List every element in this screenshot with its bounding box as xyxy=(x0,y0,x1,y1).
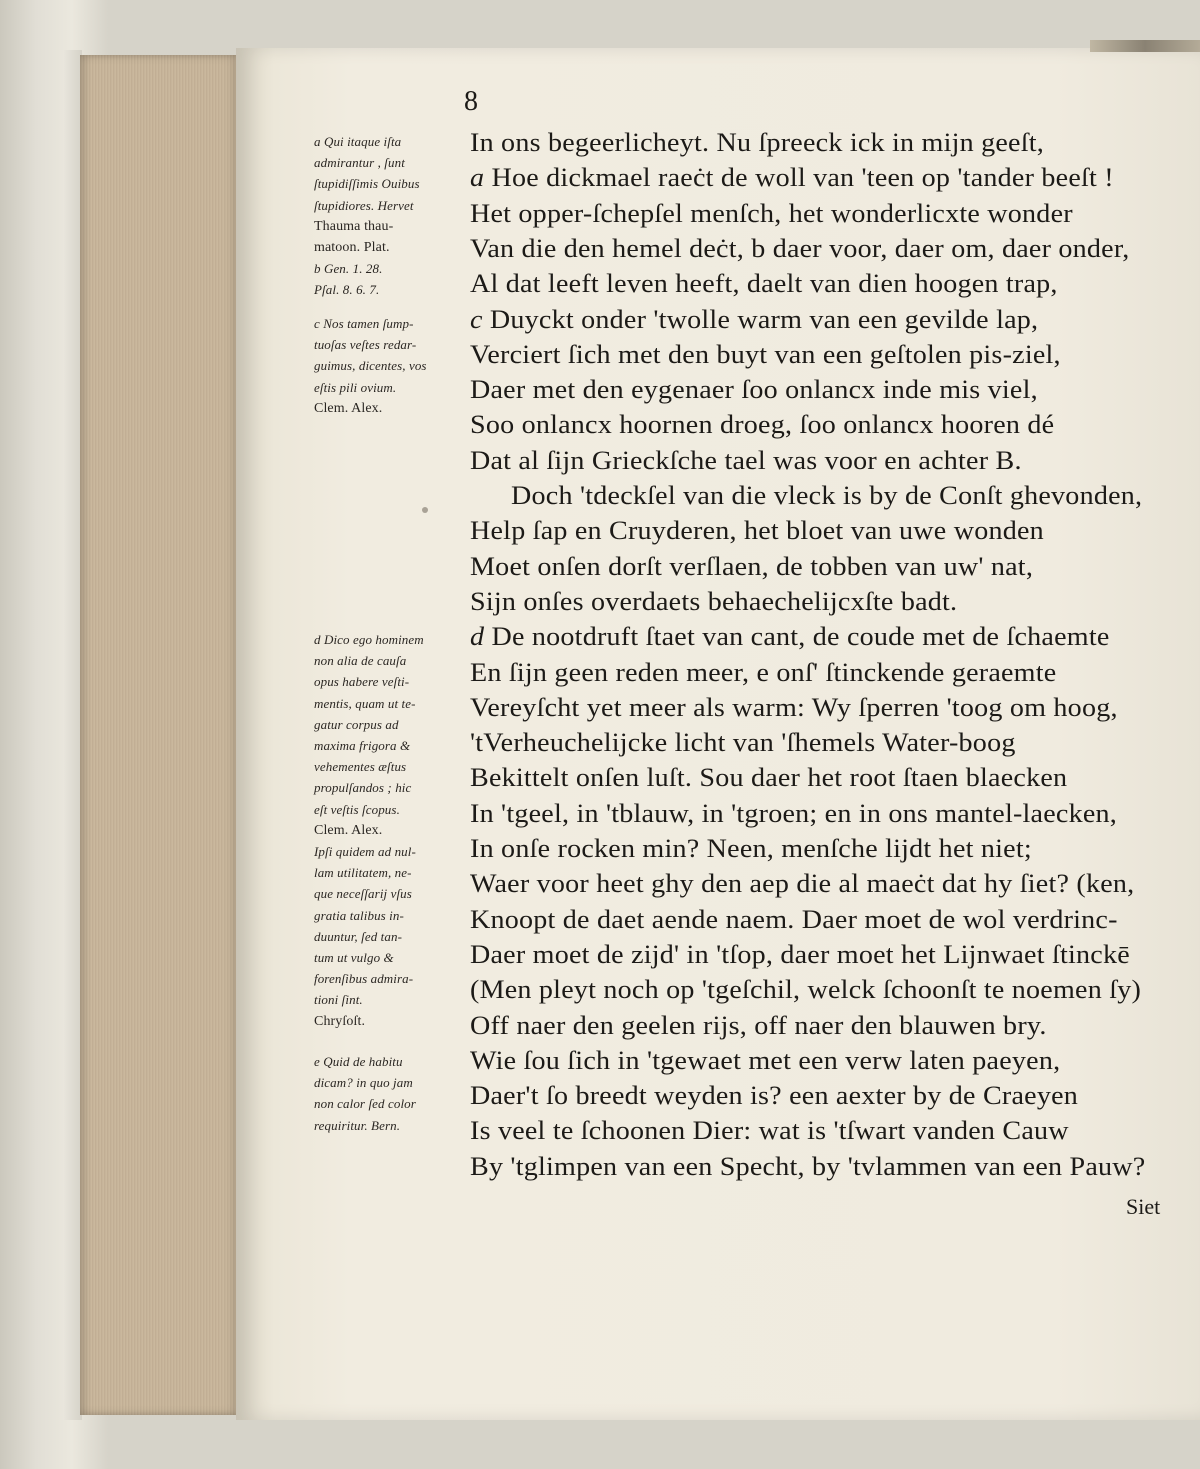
verse-line-text: Doch 'tdeckſel van die vleck is by de Conſt ghevonden, xyxy=(511,481,1143,510)
note-marker: d xyxy=(470,622,492,652)
marginal-note-line: duuntur, ſed tan- xyxy=(314,928,403,944)
marginal-note-line: requiritur. Bern. xyxy=(314,1117,401,1133)
verse-line xyxy=(470,692,1118,723)
verse-line-text: De nootdruft ſtaet van cant, de coude met de ſchaemte xyxy=(491,622,1110,652)
verse-line xyxy=(470,763,1068,793)
verse-line xyxy=(470,1010,1047,1041)
marginal-note-line: Ipſi quidem ad nul- xyxy=(314,844,416,859)
verse-line-text: 'tVerheuchelijcke licht van 'ſhemels Water-boog xyxy=(470,728,1016,758)
marginal-note-line: vehementes æſtus xyxy=(314,759,407,775)
verse-line-text: Dat al ſijn Grieckſche tael was voor en achter B. xyxy=(470,445,1022,475)
marginal-note-line: lam utilitatem, ne- xyxy=(314,865,412,881)
marginal-note-line: gatur corpus ad xyxy=(314,716,399,732)
verse-line xyxy=(470,445,1022,476)
marginal-note-line: eſtis pili ovium. xyxy=(314,379,397,395)
marginal-note-line: tum ut vulgo & xyxy=(314,950,394,965)
verse-line-text: In 'tgeel, in 'tblauw, in 'tgroen; en in ons mantel-laecken, xyxy=(470,798,1118,828)
verse-line xyxy=(470,198,1073,229)
verse-line-text: Knoopt de daet aende naem. Daer moet de wol verdrinc- xyxy=(470,904,1118,934)
marginal-note-line: ſtupidiſſimis Ouibus xyxy=(314,176,420,192)
verse-line-text: Van die den hemel deċt, b daer voor, daer om, daer onder, xyxy=(470,233,1130,263)
marginal-note-line: a Qui itaque iſta xyxy=(314,134,402,149)
verse-line-text: Daer met den eygenaer ſoo onlancx inde mis viel, xyxy=(470,375,1038,405)
verse-line xyxy=(470,975,1142,1005)
verse-line xyxy=(470,128,1045,158)
marginal-note-line: tioni ſint. xyxy=(314,992,363,1008)
marginal-note-line: ſtupidiores. Hervet xyxy=(314,197,414,213)
verse-line xyxy=(470,939,1130,970)
marginal-note-line: Thauma thau- xyxy=(314,218,394,234)
marginal-note-line: opus habere veſti- xyxy=(314,674,410,690)
marginal-note-line: maxima frigora & xyxy=(314,738,411,753)
verse-line xyxy=(470,798,1118,829)
marginal-note-line: que neceſſarij vſus xyxy=(314,886,412,902)
verse-line xyxy=(470,728,1016,758)
verse-line-text: Soo onlancx hoornen droeg, ſoo onlancx hooren dé xyxy=(470,410,1055,440)
marginal-note-line: mentis, quam ut te- xyxy=(314,695,416,711)
marginal-note-line: non calor ſed color xyxy=(314,1096,416,1112)
verse-line xyxy=(470,551,1034,582)
verse-line xyxy=(470,904,1118,935)
marginal-note-line: tuoſas veſtes redar- xyxy=(314,337,417,353)
verse-line xyxy=(470,586,958,617)
verse-line-text: Waer voor heet ghy den aep die al maeċt dat hy ſiet? (ken, xyxy=(470,869,1135,899)
verse-line-text: Hoe dickmael raeċt de woll van 'teen op 'tander beeſt ! xyxy=(491,163,1114,193)
verse-line xyxy=(470,269,1058,299)
verse-line-text: In onſe rocken min? Neen, menſche lijdt het niet; xyxy=(470,834,1032,863)
verse-line-text: Off naer den geelen rijs, off naer den blauwen bry. xyxy=(470,1010,1047,1040)
verse-line xyxy=(470,410,1055,440)
adjacent-page-edge xyxy=(1090,40,1200,52)
marginal-note-line: matoon. Plat. xyxy=(314,240,390,255)
verse-line xyxy=(470,516,1044,546)
verse-line-text: Is veel te ſchoonen Dier: wat is 'tſwart vanden Cauw xyxy=(470,1116,1069,1146)
marginal-note-line: propulſandos ; hic xyxy=(314,780,412,796)
verse-line-text: Verciert ſich met den buyt van een geſtolen pis-ziel, xyxy=(470,339,1061,369)
verse-line xyxy=(470,481,1143,511)
marginal-note-line: c Nos tamen ſump- xyxy=(314,316,414,331)
verse-line xyxy=(470,869,1135,899)
note-marker: c xyxy=(470,304,490,334)
verse-line xyxy=(470,1116,1069,1146)
marginal-note-line: e Quid de habitu xyxy=(314,1054,403,1069)
verse-line xyxy=(470,233,1130,264)
verse-line-text: Sijn onſes overdaets behaechelijcxſte badt. xyxy=(470,586,958,616)
page-block-edges xyxy=(80,55,240,1415)
verse-line-text: Het opper-ſchepſel menſch, het wonderlicxte wonder xyxy=(470,198,1073,228)
verse-line-text: Bekittelt onſen luſt. Sou daer het root ſtaen blaecken xyxy=(470,763,1068,793)
verse-line xyxy=(470,1151,1146,1182)
marginal-note-line: forenſibus admira- xyxy=(314,971,414,987)
verse-line xyxy=(470,657,1057,688)
verse-line xyxy=(470,1045,1061,1076)
verse-line-text: By 'tglimpen van een Specht, by 'tvlammen van een Pauw? xyxy=(470,1151,1146,1181)
verse-line-text: Vereyſcht yet meer als warm: Wy ſperren 'toog om hoog, xyxy=(470,692,1118,722)
catchword: Siet xyxy=(1126,1194,1161,1219)
marginal-note-line: Chryſoſt. xyxy=(314,1013,366,1029)
verse-line-text: In ons begeerlicheyt. Nu ſpreeck ick in mijn geeſt, xyxy=(470,128,1045,157)
verse-line xyxy=(470,622,1110,652)
verse-line xyxy=(470,834,1032,864)
marginal-note-line: admirantur , ſunt xyxy=(314,155,405,171)
verse-line-text: Wie ſou ſich in 'tgewaet met een verw laten paeyen, xyxy=(470,1045,1061,1075)
verse-line-text: Daer't ſo breedt weyden is? een aexter by de Craeyen xyxy=(470,1081,1079,1111)
verse-line xyxy=(470,339,1061,370)
note-marker: a xyxy=(470,163,492,193)
verse-line xyxy=(470,375,1038,405)
verse-line-text: Moet onſen dorſt verſlaen, de tobben van uw' nat, xyxy=(470,551,1034,581)
marginal-note-line: Clem. Alex. xyxy=(314,400,383,416)
verse-line-text: Al dat leeft leven heeft, daelt van dien hoogen trap, xyxy=(470,269,1058,299)
marginal-note-line: b Gen. 1. 28. xyxy=(314,261,383,277)
marginal-note-line: d Dico ego hominem xyxy=(314,632,424,647)
verse-line xyxy=(470,163,1114,193)
verse-line-text: Help ſap en Cruyderen, het bloet van uwe wonden xyxy=(470,516,1044,546)
marginal-note-line: non alia de cauſa xyxy=(314,653,407,669)
marginal-note-line: dicam? in quo jam xyxy=(314,1075,413,1091)
marginal-note-line: eſt veſtis ſcopus. xyxy=(314,801,400,817)
paper-spot xyxy=(422,507,428,513)
marginal-note-line: gratia talibus in- xyxy=(314,907,404,923)
verse-line-text: (Men pleyt noch op 'tgeſchil, welck ſchoonſt te noemen ſy) xyxy=(470,975,1142,1005)
verse-line-text: En ſijn geen reden meer, e onſ' ſtinckende geraemte xyxy=(470,657,1057,687)
marginal-note-line: Clem. Alex. xyxy=(314,822,383,838)
verse-line-text: Daer moet de zijd' in 'tſop, daer moet het Lijnwaet ſtinckē xyxy=(470,939,1130,969)
page-number: 8 xyxy=(464,86,478,117)
verse-line-text: Duyckt onder 'twolle warm van een gevilde lap, xyxy=(489,304,1039,334)
marginal-note-line: guimus, dicentes, vos xyxy=(314,358,427,374)
verse-line xyxy=(470,1081,1079,1111)
verse-line xyxy=(470,304,1039,335)
marginal-note-line: Pſal. 8. 6. 7. xyxy=(314,282,380,298)
